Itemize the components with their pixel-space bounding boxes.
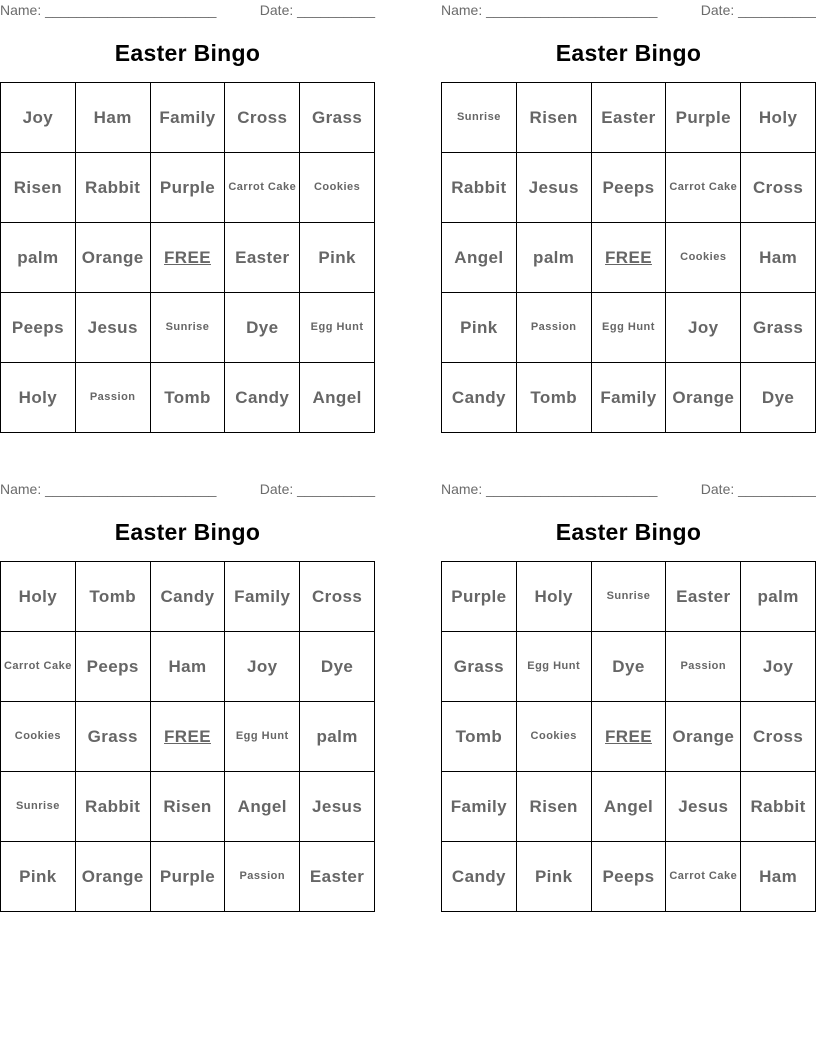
bingo-cell: Egg Hunt <box>300 293 375 363</box>
bingo-cell: Cross <box>300 562 375 632</box>
bingo-grid <box>441 82 816 433</box>
bingo-grid <box>0 561 375 912</box>
bingo-card-3 <box>0 479 375 919</box>
bingo-cell: Sunrise <box>442 83 517 153</box>
card-title: Easter Bingo <box>114 40 261 66</box>
bingo-cell: Grass <box>442 632 517 702</box>
bingo-cell: Orange <box>76 842 151 912</box>
bingo-cell: Jesus <box>666 772 741 842</box>
bingo-cell: Tomb <box>442 702 517 772</box>
bingo-card-2 <box>441 0 816 440</box>
bingo-cell: Purple <box>151 153 226 223</box>
bingo-cell: Family <box>442 772 517 842</box>
bingo-cell: Passion <box>76 363 151 433</box>
bingo-cell: Risen <box>517 83 592 153</box>
bingo-cell: Tomb <box>76 562 151 632</box>
bingo-cell: Tomb <box>517 363 592 433</box>
bingo-cell: Easter <box>225 223 300 293</box>
bingo-cell: Purple <box>151 842 226 912</box>
bingo-card-4 <box>441 479 816 919</box>
bingo-cell: Easter <box>300 842 375 912</box>
bingo-cell: Grass <box>300 83 375 153</box>
bingo-cell: Rabbit <box>76 772 151 842</box>
bingo-cell: Egg Hunt <box>517 632 592 702</box>
bingo-cell: Orange <box>76 223 151 293</box>
bingo-cell: Cross <box>225 83 300 153</box>
bingo-cell: Joy <box>1 83 76 153</box>
date-field: Date: __________ <box>700 481 816 497</box>
free-space-cell: FREE <box>592 223 667 293</box>
date-field: Date: __________ <box>259 481 375 497</box>
date-field: Date: __________ <box>700 2 816 18</box>
card-header <box>441 481 816 499</box>
bingo-cell: Joy <box>666 293 741 363</box>
bingo-cell: Grass <box>76 702 151 772</box>
bingo-cell: Jesus <box>300 772 375 842</box>
bingo-grid <box>0 82 375 433</box>
bingo-cell: Sunrise <box>151 293 226 363</box>
bingo-cell: Angel <box>300 363 375 433</box>
bingo-cell: Family <box>592 363 667 433</box>
bingo-cell: Easter <box>666 562 741 632</box>
bingo-cell: Angel <box>225 772 300 842</box>
bingo-cell: Candy <box>442 363 517 433</box>
bingo-cell: Cookies <box>1 702 76 772</box>
date-field: Date: __________ <box>259 2 375 18</box>
free-space-cell: FREE <box>592 702 667 772</box>
bingo-cell: Dye <box>225 293 300 363</box>
card-header <box>441 2 816 20</box>
bingo-cell: Carrot Cake <box>666 842 741 912</box>
bingo-cell: Dye <box>592 632 667 702</box>
bingo-cell: Peeps <box>592 842 667 912</box>
bingo-cell: Egg Hunt <box>592 293 667 363</box>
bingo-cell: palm <box>1 223 76 293</box>
bingo-cell: Ham <box>741 223 816 293</box>
bingo-cell: Pink <box>1 842 76 912</box>
bingo-cell: Rabbit <box>741 772 816 842</box>
bingo-cell: Easter <box>592 83 667 153</box>
bingo-cell: Jesus <box>76 293 151 363</box>
bingo-cell: Peeps <box>592 153 667 223</box>
bingo-cell: Passion <box>666 632 741 702</box>
bingo-cell: Pink <box>517 842 592 912</box>
bingo-cell: Pink <box>300 223 375 293</box>
bingo-cell: Dye <box>741 363 816 433</box>
bingo-cell: palm <box>517 223 592 293</box>
bingo-cell: Jesus <box>517 153 592 223</box>
bingo-cell: Peeps <box>76 632 151 702</box>
bingo-cell: Candy <box>442 842 517 912</box>
bingo-cell: Ham <box>151 632 226 702</box>
bingo-cell: Holy <box>517 562 592 632</box>
bingo-cell: Carrot Cake <box>666 153 741 223</box>
bingo-cell: Sunrise <box>592 562 667 632</box>
bingo-cell: Risen <box>517 772 592 842</box>
bingo-cell: Carrot Cake <box>225 153 300 223</box>
card-header <box>0 481 375 499</box>
name-field: Name: ______________________ <box>0 2 217 18</box>
bingo-cell: Rabbit <box>442 153 517 223</box>
card-header <box>0 2 375 20</box>
bingo-cell: Orange <box>666 363 741 433</box>
bingo-cell: Ham <box>741 842 816 912</box>
bingo-cell: Passion <box>225 842 300 912</box>
bingo-cell: Family <box>225 562 300 632</box>
bingo-cell: Holy <box>1 363 76 433</box>
bingo-cell: Dye <box>300 632 375 702</box>
bingo-cell: Holy <box>1 562 76 632</box>
bingo-cell: Rabbit <box>76 153 151 223</box>
bingo-cell: Pink <box>442 293 517 363</box>
bingo-cell: Cross <box>741 702 816 772</box>
bingo-cell: Cross <box>741 153 816 223</box>
bingo-grid <box>441 561 816 912</box>
bingo-cell: palm <box>741 562 816 632</box>
bingo-cell: Joy <box>741 632 816 702</box>
bingo-cell: Carrot Cake <box>1 632 76 702</box>
bingo-cell: Risen <box>1 153 76 223</box>
bingo-cell: Candy <box>151 562 226 632</box>
bingo-cell: Candy <box>225 363 300 433</box>
bingo-cell: Family <box>151 83 226 153</box>
bingo-cell: Cookies <box>517 702 592 772</box>
name-field: Name: ______________________ <box>441 2 658 18</box>
bingo-cell: Angel <box>442 223 517 293</box>
bingo-cell: Risen <box>151 772 226 842</box>
card-title: Easter Bingo <box>555 519 702 545</box>
bingo-cell: Purple <box>666 83 741 153</box>
bingo-cell: Cookies <box>666 223 741 293</box>
card-title: Easter Bingo <box>555 40 702 66</box>
bingo-cell: Peeps <box>1 293 76 363</box>
bingo-cell: Sunrise <box>1 772 76 842</box>
bingo-cell: Joy <box>225 632 300 702</box>
free-space-cell: FREE <box>151 702 226 772</box>
bingo-cell: Passion <box>517 293 592 363</box>
bingo-cell: Ham <box>76 83 151 153</box>
name-field: Name: ______________________ <box>441 481 658 497</box>
bingo-cell: Egg Hunt <box>225 702 300 772</box>
card-title: Easter Bingo <box>114 519 261 545</box>
bingo-card-1 <box>0 0 375 440</box>
name-field: Name: ______________________ <box>0 481 217 497</box>
bingo-cell: Cookies <box>300 153 375 223</box>
bingo-cell: Holy <box>741 83 816 153</box>
bingo-cell: palm <box>300 702 375 772</box>
bingo-cell: Tomb <box>151 363 226 433</box>
bingo-cell: Angel <box>592 772 667 842</box>
bingo-cell: Orange <box>666 702 741 772</box>
bingo-cell: Grass <box>741 293 816 363</box>
free-space-cell: FREE <box>151 223 226 293</box>
bingo-cell: Purple <box>442 562 517 632</box>
